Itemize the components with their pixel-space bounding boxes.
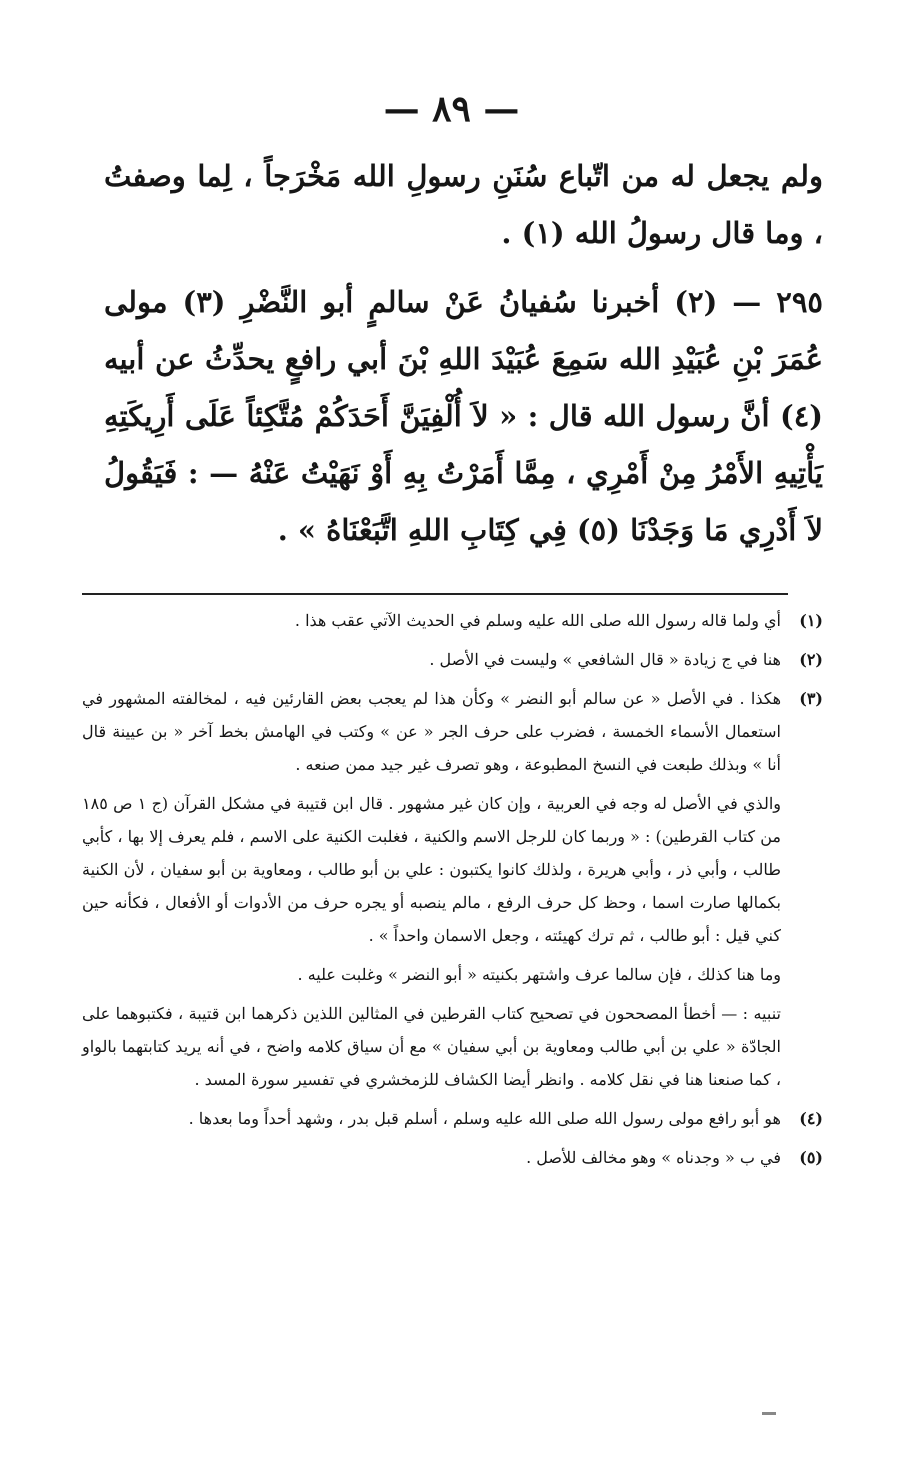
footnote-text: هو أبو رافع مولى رسول الله صلى الله عليه وسلم ، أسلم قبل بدر ، وشهد أحداً وما بعدها . bbox=[188, 1109, 781, 1128]
footnote-text: والذي في الأصل له وجه في العربية ، وإن كان غير مشهور . قال ابن قتيبة في مشكل القرآن (ج ١ ص ١٨٥ من كتاب القرطين) : « وربما كان للرجل الاسم والكنية ، فغلبت الكنية على الاسم ، فلم يعرف إلا بها ، كأبي طالب ، وأبي ذر ، وأبي هريرة ، ولذلك كانوا يكتبون : علي بن أبو طالب ، ومعاوية بن أبو سفيان ، لأن الكنية بكمالها صارت اسما ، وحظ كل حرف الرفع ، مالم ينصبه أو يجره حرف من الأدوات أو الأفعال ، فكأنه حين كني قيل : أبو طالب ، ثم ترك كهيئته ، وجعل الاسمان واحداً » . bbox=[82, 794, 781, 945]
footnote-text: هكذا . في الأصل « عن سالم أبو النضر » وكأن هذا لم يعجب بعض القارئين فيه ، لمخالفته المشهور في استعمال الأسماء الخمسة ، فضرب على حرف الجر « عن » وكتب في الهامش بخط آخر « بن عيينة قال أنا » وبذلك طبعت في النسخ المطبوعة ، وهو تصرف غير جيد ممن صنعه . bbox=[82, 689, 781, 774]
footnote-marker: (٤) bbox=[799, 1109, 823, 1128]
footnote-body bbox=[82, 1141, 781, 1180]
footnote-body bbox=[82, 1102, 781, 1141]
footnote-text: أي ولما قاله رسول الله صلى الله عليه وسلم في الحديث الآتي عقب هذا . bbox=[294, 611, 781, 630]
main-paragraph-2-hadith-295: ٢٩٥ — (٢) أخبرنا سُفيانُ عَنْ سالمٍ أبو النَّضْرِ (٣) مولى عُمَرَ بْنِ عُبَيْدِ الله سَمِعَ عُبَيْدَ اللهِ بْنَ أبي رافعٍ يحدِّثُ عن أبيه (٤) أنَّ رسول الله قال : « لاَ أُلْفِيَنَّ أَحَدَكُمْ مُتَّكِئاً عَلَى أَرِيكَتِهِ يَأْتِيهِ الأَمْرُ مِنْ أَمْرِي ، مِمَّا أَمَرْتُ بِهِ أَوْ نَهَيْتُ عَنْهُ — : فَيَقُولُ لاَ أَدْرِي مَا وَجَدْنَا (٥) فِي كِتَابِ اللهِ اتَّبَعْنَاهُ » . bbox=[104, 285, 824, 547]
footnote-text: وما هنا كذلك ، فإن سالما عرف واشتهر بكنيته « أبو النضر » وغلبت عليه . bbox=[297, 965, 781, 984]
footnote-divider bbox=[82, 593, 788, 595]
footnote-text: في ب « وجدناه » وهو مخالف للأصل . bbox=[526, 1148, 781, 1167]
main-paragraph-1: ولم يجعل له من اتّباع سُنَنِ رسولِ الله مَخْرَجاً ، لِما وصفتُ ، وما قال رسولُ الله (١) . bbox=[104, 159, 823, 250]
footnote-1 bbox=[82, 604, 823, 643]
footnote-text: هنا في ج زيادة « قال الشافعي » وليست في الأصل . bbox=[429, 650, 781, 669]
footnote-marker: (١) bbox=[799, 611, 823, 630]
footnote-2 bbox=[82, 643, 823, 682]
scan-speck bbox=[762, 1412, 776, 1415]
footnote-5 bbox=[82, 1141, 823, 1180]
footnote-4 bbox=[82, 1102, 823, 1141]
footnote-marker: (٥) bbox=[799, 1148, 823, 1167]
footnote-text: تنبيه : — أخطأ المصححون في تصحيح كتاب القرطين في المثالين اللذين ذكرهما ابن قتيبة ، فكتبوهما على الجادّة « علي بن أبي طالب ومعاوية بن أبي سفيان » مع أن سياق كلامه واضح ، في أنه يريد كتابتهما بالواو ، كما صنعنا هنا في نقل كلامه . وانظر أيضا الكشاف للزمخشري في تفسير سورة المسد . bbox=[82, 1004, 782, 1089]
main-text bbox=[104, 148, 823, 571]
footnotes bbox=[82, 604, 823, 1180]
footnote-3 bbox=[82, 682, 823, 1102]
footnote-marker: (٢) bbox=[799, 650, 823, 669]
footnote-body bbox=[82, 604, 781, 643]
footnote-body bbox=[82, 643, 781, 682]
page-number: — ٨٩ — bbox=[383, 88, 520, 130]
footnote-body bbox=[82, 682, 781, 1102]
footnote-marker: (٣) bbox=[799, 689, 823, 708]
